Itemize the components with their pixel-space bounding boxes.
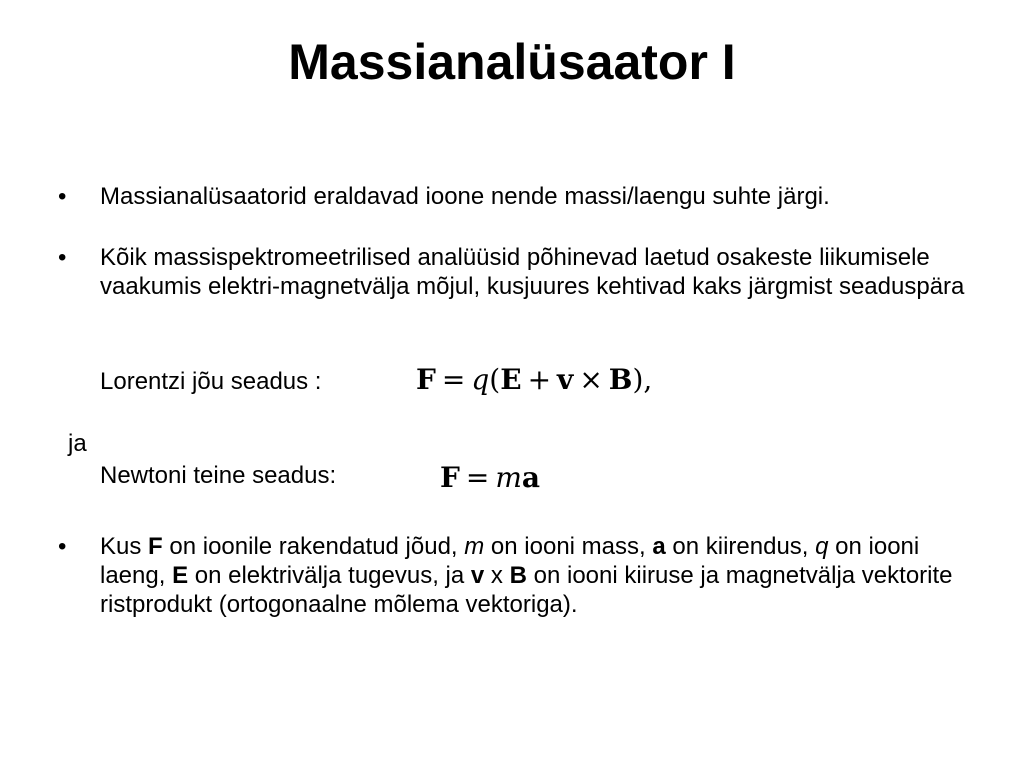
formula-symbol: ), (632, 363, 653, 396)
formula-symbol: E (500, 363, 522, 396)
symbol-force: F (148, 533, 163, 560)
bullet-text: Massianalüsaatorid eraldavad ioone nende massi/laengu suhte järgi. (100, 183, 830, 210)
formula-symbol: × (579, 363, 603, 396)
slide-title: Massianalüsaator I (288, 34, 736, 90)
formula-symbol: F (440, 461, 460, 494)
formula-symbol: ( (489, 363, 501, 396)
newton-formula (440, 462, 540, 494)
lorentz-formula (416, 364, 652, 396)
formula-symbol: v (557, 363, 574, 396)
formula-symbol: + (527, 363, 552, 396)
symbol-electric-field: E (172, 562, 189, 589)
formula-symbol: = (465, 461, 490, 494)
formula-symbol: B (608, 363, 633, 396)
symbol-acceleration: a (652, 533, 666, 560)
symbol-magnetic-field: B (509, 562, 527, 589)
formula-symbol: m (495, 461, 522, 494)
bullet-text: Kõik massispektromeetrilised analüüsid põhinevad laetud osakeste liikumisele vaakumis elektri-magnetvälja mõjul, kusjuures kehtivad kaks järgmist seaduspära (100, 244, 965, 300)
symbol-velocity: v (470, 562, 485, 589)
lorentz-label: Lorentzi jõu seadus : (100, 368, 322, 395)
bullet-text: Kus F on ioonile rakendatud jõud, m on iooni mass, a on kiirendus, q on iooni laeng, E on elektrivälja tugevus, ja v x B on iooni kiiruse ja magnetvälja vektorite ristprodukt (ortogonaalne mõlema vektoriga). (100, 533, 953, 618)
formula-symbol: F (416, 363, 436, 396)
symbol-mass: m (464, 533, 485, 560)
bullet-marker: • (58, 183, 67, 210)
newton-label: Newtoni teine seadus: (100, 462, 337, 489)
formula-symbol: = (441, 363, 466, 396)
ja-label: ja (68, 430, 87, 457)
bullet-marker: • (58, 533, 67, 560)
symbol-charge: q (815, 533, 829, 560)
formula-symbol: a (521, 461, 541, 494)
bullet-marker: • (58, 244, 67, 271)
formula-symbol: q (471, 363, 490, 396)
